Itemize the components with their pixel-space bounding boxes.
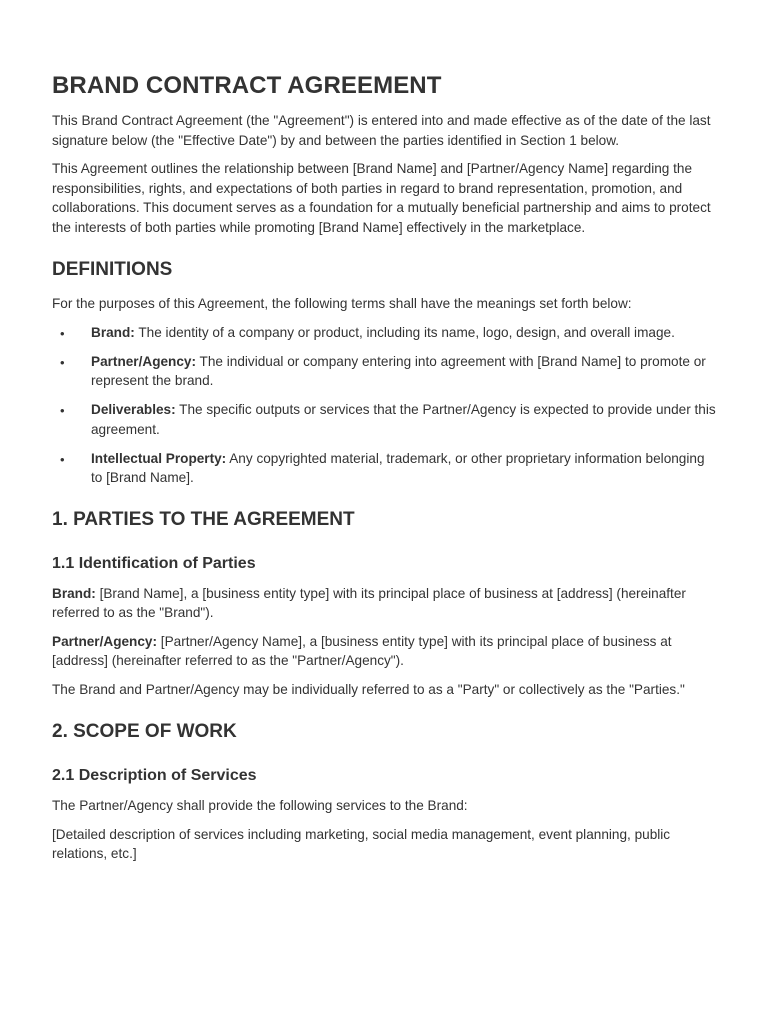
definition-item-brand xyxy=(52,323,718,343)
bullet-icon: • xyxy=(60,403,65,418)
definition-item-partner-agency xyxy=(52,352,718,391)
bullet-icon: • xyxy=(60,325,65,341)
definition-term: Intellectual Property: xyxy=(91,450,227,466)
definition-text: The identity of a company or product, including its name, logo, design, and overall image. xyxy=(134,324,675,340)
definition-term: Brand: xyxy=(91,324,135,340)
section-1-heading: 1. PARTIES TO THE AGREEMENT xyxy=(52,508,355,530)
services-lead: The Partner/Agency shall provide the following services to the Brand: xyxy=(52,798,468,813)
section-2-1-heading: 2.1 Description of Services xyxy=(52,767,257,784)
definition-text: The individual or company entering into agreement with [Brand Name] to promote or represent the brand. xyxy=(91,353,706,388)
definition-term: Partner/Agency: xyxy=(91,353,197,369)
document-title: BRAND CONTRACT AGREEMENT xyxy=(52,72,442,99)
partner-identification xyxy=(52,632,718,671)
intro-paragraph-1: This Brand Contract Agreement (the "Agreement") is entered into and made effective as of the date of the last signature below (the "Effective Date") by and between the parties identified in Section 1 below. xyxy=(52,113,711,148)
definition-text: Any copyrighted material, trademark, or other proprietary information belonging to [Brand Name]. xyxy=(91,450,705,485)
intro-paragraph-2: This Agreement outlines the relationship between [Brand Name] and [Partner/Agency Name] regarding the responsibilities, rights, and expectations of both parties in regard to brand representation, promotion, and collaborations. This document serves as a foundation for a mutually beneficial partnership and aims to protect the interests of both parties while promoting [Brand Name] effectively in the marketplace. xyxy=(52,161,711,235)
definitions-list xyxy=(52,323,718,488)
definition-term: Deliverables: xyxy=(91,402,176,417)
brand-label: Brand: xyxy=(52,585,96,601)
definitions-lead: For the purposes of this Agreement, the following terms shall have the meanings set forth below: xyxy=(52,296,632,311)
brand-identification xyxy=(52,584,718,623)
bullet-icon: • xyxy=(60,451,65,467)
definition-item-deliverables xyxy=(52,400,718,439)
section-1-1-heading: 1.1 Identification of Parties xyxy=(52,554,256,572)
brand-identification-text: [Brand Name], a [business entity type] with its principal place of business at [address] (hereinafter referred to as the "Brand"). xyxy=(52,585,686,620)
parties-closing: The Brand and Partner/Agency may be individually referred to as a "Party" or collectively as the "Parties." xyxy=(52,681,685,697)
definitions-heading: DEFINITIONS xyxy=(52,259,173,280)
section-2-heading: 2. SCOPE OF WORK xyxy=(52,721,237,742)
definition-text: The specific outputs or services that the Partner/Agency is expected to provide under this agreement. xyxy=(91,402,716,437)
partner-identification-text: [Partner/Agency Name], a [business entity type] with its principal place of business at [address] (hereinafter referred to as the "Partner/Agency"). xyxy=(52,633,672,668)
partner-label: Partner/Agency: xyxy=(52,633,158,649)
bullet-icon: • xyxy=(60,354,65,370)
services-placeholder: [Detailed description of services including marketing, social media management, event planning, public relations, etc.] xyxy=(52,826,671,861)
definition-item-intellectual-property xyxy=(52,449,718,488)
